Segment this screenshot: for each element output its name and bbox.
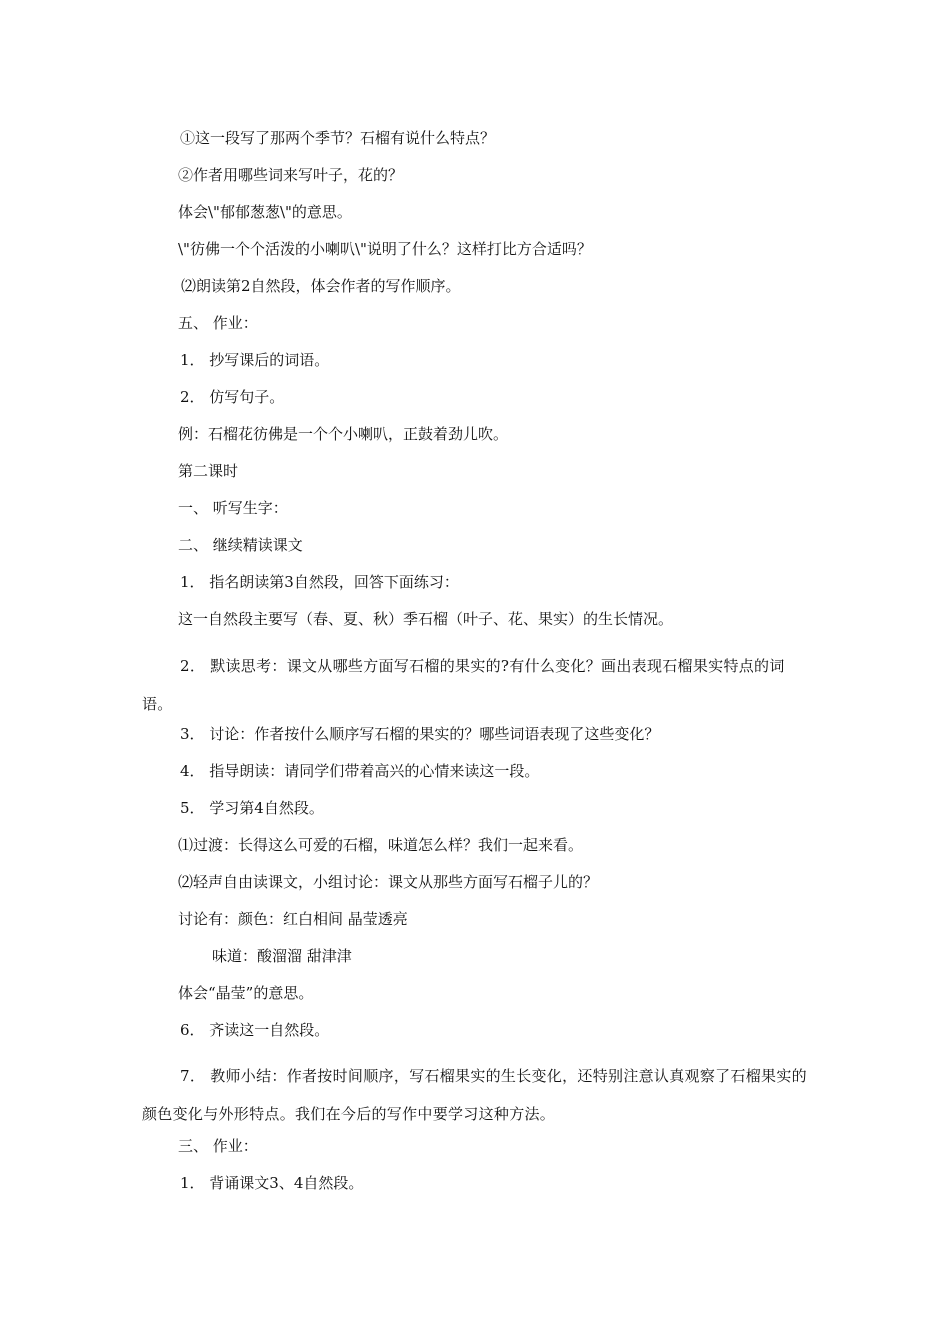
text-line: ⑴过渡：长得这么可爱的石榴，味道怎么样？我们一起来看。 xyxy=(178,836,584,854)
text-line: ⑵朗读第2自然段，体会作者的写作顺序。 xyxy=(181,277,461,295)
text-line: 体会“晶莹”的意思。 xyxy=(178,984,314,1002)
text-line: ⑵轻声自由读课文，小组讨论：课文从那些方面写石榴子儿的？ xyxy=(178,873,599,891)
question-1: ①这一段写了那两个季节？石榴有说什么特点？ xyxy=(180,129,496,147)
text-line: \"彷佛一个个活泼的小喇叭\"说明了什么？这样打比方合适吗？ xyxy=(178,240,592,258)
section-heading: 一、 听写生字： xyxy=(178,499,288,517)
list-item: 1． 抄写课后的词语。 xyxy=(180,351,330,369)
text-line: 味道：酸溜溜 甜津津 xyxy=(212,947,352,965)
list-item: 5． 学习第4自然段。 xyxy=(180,799,324,817)
text-line: 例：石榴花彷佛是一个个小喇叭，正鼓着劲儿吹。 xyxy=(178,425,509,443)
list-item: 7． 教师小结：作者按时间顺序，写石榴果实的生长变化，还特别注意认真观察了石榴果实的颜色变化与外形特点。我们在今后的写作中要学习这种方法。 xyxy=(142,1067,807,1123)
text-line: 这一自然段主要写（春、夏、秋）季石榴（叶子、花、果实）的生长情况。 xyxy=(178,610,674,628)
section-heading: 二、 继续精读课文 xyxy=(178,536,303,554)
list-item: 2． 仿写句子。 xyxy=(180,388,285,406)
text-line: 体会\"郁郁葱葱\"的意思。 xyxy=(178,203,352,221)
text-line: 讨论有：颜色：红白相间 晶莹透亮 xyxy=(178,910,408,928)
list-item: 1． 背诵课文3、4自然段。 xyxy=(180,1174,364,1192)
lesson-heading: 第二课时 xyxy=(178,462,239,480)
list-item: 2． 默读思考：课文从哪些方面写石榴的果实的?有什么变化？画出表现石榴果实特点的词语。 xyxy=(142,657,785,713)
section-heading: 三、 作业： xyxy=(178,1137,258,1155)
list-item: 6． 齐读这一自然段。 xyxy=(180,1021,330,1039)
list-item: 4． 指导朗读：请同学们带着高兴的心情来读这一段。 xyxy=(180,762,540,780)
section-heading: 五、 作业： xyxy=(178,314,258,332)
list-item: 1． 指名朗读第3自然段，回答下面练习： xyxy=(180,573,459,591)
list-item: 3． 讨论：作者按什么顺序写石榴的果实的？哪些词语表现了这些变化？ xyxy=(180,725,660,743)
question-2: ②作者用哪些词来写叶子，花的？ xyxy=(178,166,404,184)
